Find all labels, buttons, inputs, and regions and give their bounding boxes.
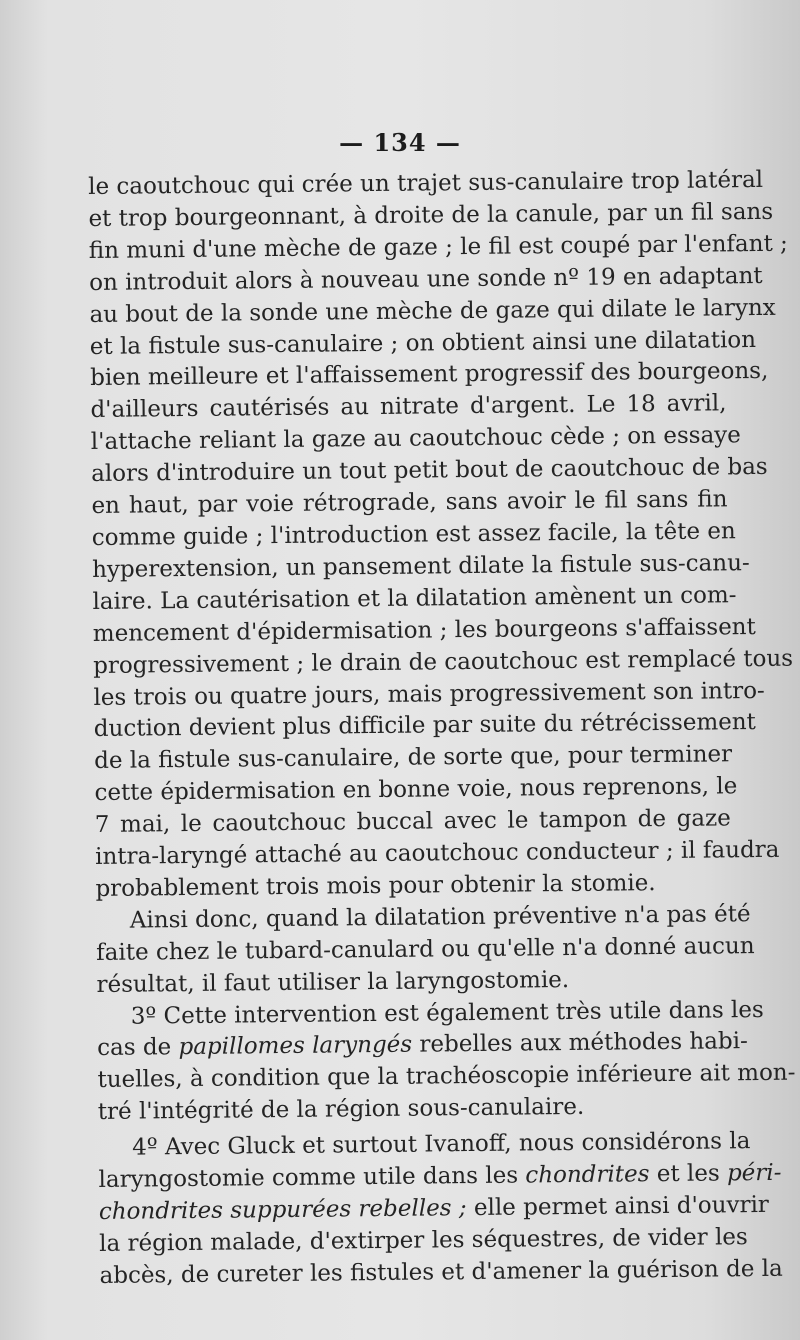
text-line: progressivement ; le drain de caoutchouc est remplacé tous	[93, 645, 794, 679]
text-line: intra-laryngé attaché au caoutchouc conducteur ; il faudra	[95, 836, 780, 870]
text-line: tuelles, à condition que la trachéoscopie inférieure ait mon-	[97, 1060, 796, 1094]
text-line: Ainsi donc, quand la dilatation préventive n'a pas été	[129, 900, 751, 934]
text-line: cette épidermisation en bonne voie, nous reprenons, le	[94, 773, 738, 807]
text-line: on introduit alors à nouveau une sonde nº 19 en adaptant	[89, 262, 763, 296]
paragraph-1	[88, 165, 794, 905]
text-line: au bout de la sonde une mèche de gaze qui dilate le larynx	[89, 294, 776, 328]
text-line: et trop bourgeonnant, à droite de la canule, par un fil sans	[88, 198, 774, 232]
text-line: en haut, par voie rétrograde, sans avoir le fil sans fin	[91, 486, 728, 520]
text-line: laryngostomie comme utile dans les chondrites et les péri-	[98, 1159, 782, 1194]
text-line: les trois ou quatre jours, mais progressivement son intro-	[93, 677, 765, 711]
text-line: le caoutchouc qui crée un trajet sus-canulaire trop latéral	[88, 166, 764, 200]
text-line: de la fistule sus-canulaire, de sorte que, pour terminer	[94, 741, 733, 775]
paragraph-4	[98, 1126, 783, 1292]
text-line: tré l'intégrité de la région sous-canulaire.	[97, 1094, 585, 1126]
paragraph-2	[96, 899, 755, 1001]
text-line: faite chez le tubard-canulard ou qu'elle n'a donné aucun	[96, 932, 755, 966]
text-line: résultat, il faut utiliser la laryngostomie.	[96, 966, 570, 998]
text-line: d'ailleurs cautérisés au nitrate d'argent. Le 18 avril,	[90, 390, 727, 424]
text-line: cas de papillomes laryngés rebelles aux méthodes habi-	[97, 1028, 748, 1062]
text-line: 7 mai, le caoutchouc buccal avec le tampon de gaze	[94, 805, 731, 839]
text-line: abcès, de cureter les fistules et d'amener la guérison de la	[99, 1255, 783, 1289]
text-line: comme guide ; l'introduction est assez facile, la tête en	[91, 518, 736, 551]
text-line: hyperextension, un pansement dilate la fistule sus-canu-	[92, 549, 750, 583]
text-line: fin muni d'une mèche de gaze ; le fil est coupé par l'enfant ;	[88, 230, 788, 264]
text-line: alors d'introduire un tout petit bout de caoutchouc de bas	[91, 454, 768, 488]
text-line: 3º Cette intervention est également très utile dans les	[130, 996, 764, 1030]
text-line: probablement trois mois pour obtenir la stomie.	[95, 870, 656, 902]
text-line: 4º Avec Gluck et surtout Ivanoff, nous considérons la	[132, 1128, 751, 1161]
text-line: bien meilleure et l'affaissement progressif des bourgeons,	[90, 358, 769, 392]
text-line: mencement d'épidermisation ; les bourgeons s'affaissent	[92, 613, 756, 647]
text-line: l'attache reliant la gaze au caoutchouc cède ; on essaye	[90, 422, 741, 456]
text-line: chondrites suppurées rebelles ; elle permet ainsi d'ouvrir	[98, 1191, 769, 1225]
text-line: duction devient plus difficile par suite du rétrécissement	[93, 709, 756, 743]
text-line: et la fistule sus-canulaire ; on obtient ainsi une dilatation	[89, 326, 757, 360]
paragraph-3	[97, 995, 796, 1129]
text-line: laire. La cautérisation et la dilatation amènent un com-	[92, 582, 737, 615]
text-line: la région malade, d'extirper les séquestres, de vider les	[99, 1224, 748, 1257]
page-number: — 134 —	[339, 128, 461, 157]
body-text	[88, 165, 796, 1292]
